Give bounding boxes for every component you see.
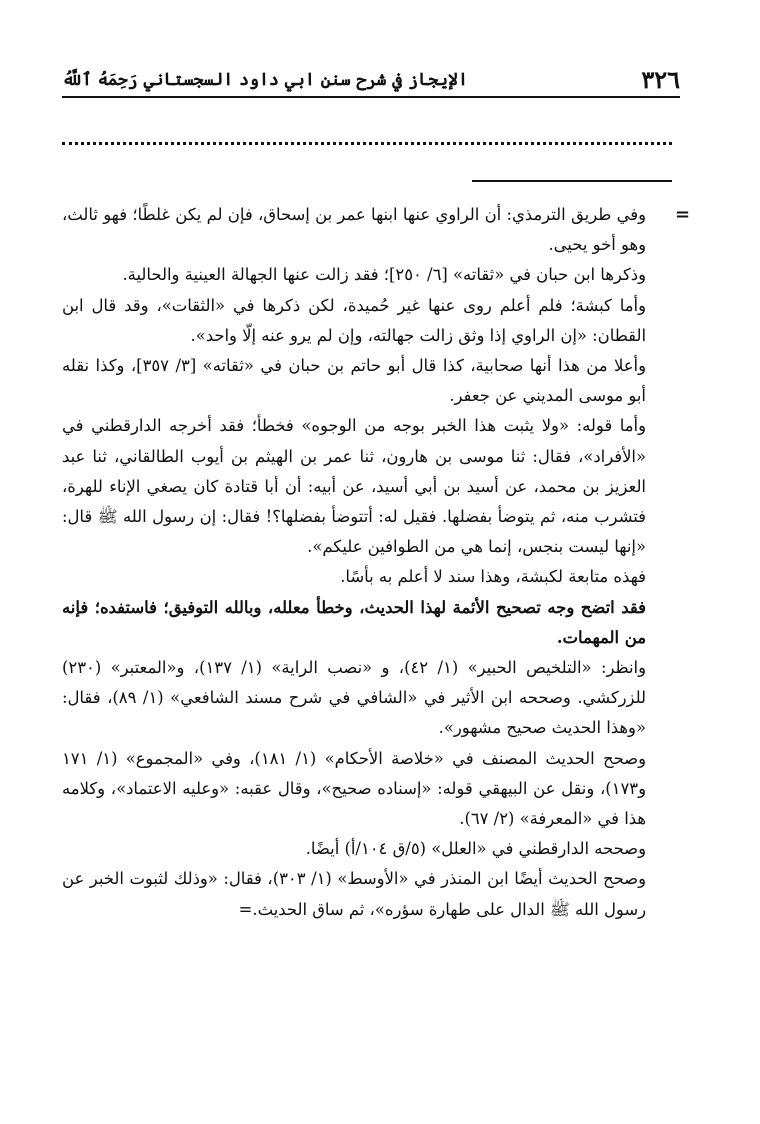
- footnote-rule: [472, 180, 672, 182]
- paragraph: وانظر: «التلخيص الحبير» (١/ ٤٢)، و «نصب الراية» (١/ ١٣٧)، و«المعتبر» (٢٣٠) للزركشي. وصححه ابن الأثير في «الشافي في شرح مسند الشافعي» (١/ ٨٩)، فقال: «وهذا الحديث صحيح مشهور».: [62, 658, 646, 738]
- paragraph: وذكرها ابن حبان في «ثقاته» [٦/ ٢٥٠]؛ فقد زالت عنها الجهالة العينية والحالية.: [122, 265, 646, 285]
- paragraph: فهذه متابعة لكبشة، وهذا سند لا أعلم به بأسًا.: [340, 567, 646, 587]
- paragraph: وصححه الدارقطني في «العلل» (٥/ق ١٠٤/أ) أيضًا.: [305, 839, 646, 859]
- paragraph: وفي طريق الترمذي: أن الراوي عنها ابنها عمر بن إسحاق، فإن لم يكن غلطًا؛ فهو ثالث، وهو أخو يحيى.: [62, 205, 646, 255]
- dotted-divider: [62, 142, 672, 148]
- paragraph-emphasis: فقد اتضح وجه تصحيح الأئمة لهذا الحديث، وخطأ معلله، وبالله التوفيق؛ فاستفده؛ فإنه من المهمات.: [62, 597, 646, 647]
- paragraph: وأما كبشة؛ فلم أعلم روى عنها غير حُميدة، لكن ذكرها في «الثقات»، وقد قال ابن القطان: «إن الراوي إذا وثق زالت جهالته، وإن لم يرو عنه إلّا واحد».: [62, 295, 646, 345]
- paragraph: وصحح الحديث المصنف في «خلاصة الأحكام» (١/ ١٨١)، وفي «المجموع» (١/ ١٧١ و١٧٣)، ونقل عن البيهقي قوله: «إسناده صحيح»، وقال عقبه: «وعليه الاعتماد»، وكلامه هذا في «المعرفة» (٢/ ٦٧).: [62, 748, 646, 829]
- footnote-body: [62, 200, 646, 925]
- paragraph: وأما قوله: «ولا يثبت هذا الخبر بوجه من الوجوه» فخطأ؛ فقد أخرجه الدارقطني في «الأفراد»، فقال: ثنا موسى بن هارون، ثنا عمر بن الهيثم بن أيوب الطالقاني، ثنا عبد العزيز بن محمد، عن أسيد بن أبي أسيد، عن أبيه: أن أبا قتادة كان يصغي الإناء للهرة، فتشرب منه، ثم يتوضأ بفضلها. فقيل له: أتتوضأ بفضلها؟! فقال: إن رسول الله ﷺ قال: «إنها ليست بنجس، إنما هي من الطوافين عليكم».: [62, 416, 646, 557]
- page-header: [62, 62, 680, 98]
- continuation-marker: =: [675, 204, 691, 225]
- running-title: الإيجاز في شرح سنن ابي داود السجستاني رَحِمَهُ ٱللَّهُ: [62, 69, 468, 90]
- page-number: ٣٢٦: [641, 64, 680, 94]
- paragraph: وصحح الحديث أيضًا ابن المنذر في «الأوسط» (١/ ٣٠٣)، فقال: «وذلك لثبوت الخبر عن رسول الله ﷺ الدال على طهارة سؤره»، ثم ساق الحديث.=: [62, 869, 646, 919]
- paragraph: وأعلا من هذا أنها صحابية، كذا قال أبو حاتم بن حبان في «ثقاته» [٣/ ٣٥٧]، وكذا نقله أبو موسى المديني عن جعفر.: [62, 356, 646, 406]
